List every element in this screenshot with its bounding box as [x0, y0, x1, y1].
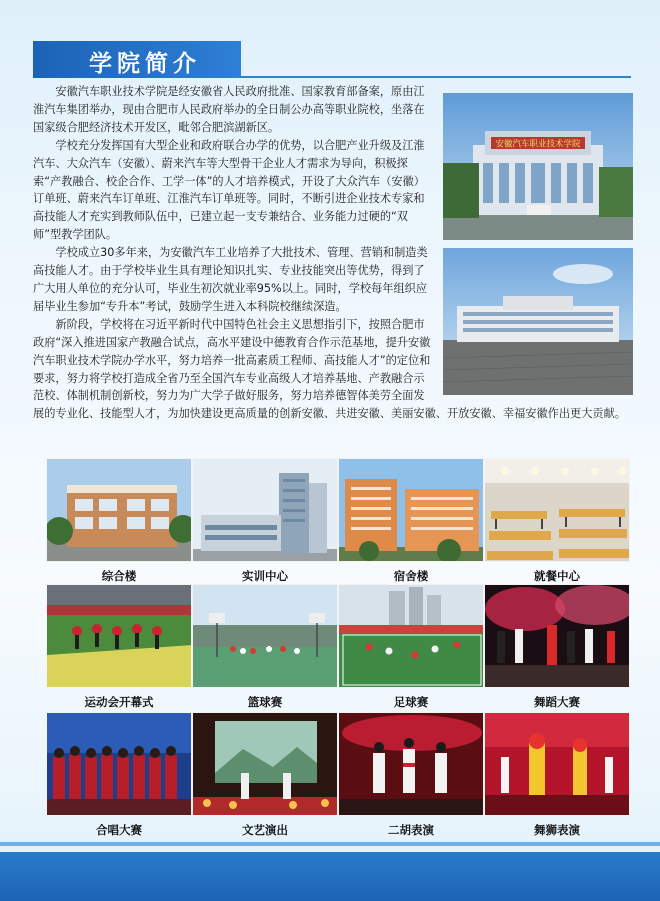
gallery-caption: 综合楼 [101, 569, 137, 583]
gallery-photo [46, 584, 192, 688]
teaching-building-photo [443, 248, 633, 395]
gallery-item [46, 712, 192, 837]
gallery-caption: 足球赛 [393, 695, 429, 709]
gallery-item [46, 584, 192, 709]
page-title: 学院简介 [89, 51, 201, 77]
footer-accent-line [0, 842, 660, 846]
gallery-photo [46, 712, 192, 816]
gallery-item [338, 458, 484, 583]
gallery-photo [338, 458, 484, 562]
gallery-photo [338, 584, 484, 688]
gallery-caption: 运动会开幕式 [84, 695, 154, 709]
gallery-photo [484, 458, 630, 562]
gallery-item [192, 458, 338, 583]
building-sign: 安徽汽车职业技术学院 [495, 139, 581, 150]
gallery-caption: 二胡表演 [388, 823, 434, 837]
gallery-photo [338, 712, 484, 816]
gallery-photo [484, 712, 630, 816]
gallery-caption: 实训中心 [242, 569, 288, 583]
main-gate-photo [443, 93, 633, 240]
gallery-item [484, 712, 630, 837]
gallery-photo [192, 458, 338, 562]
intro-paragraph-4: 新阶段，学校将在习近平新时代中国特色社会主义思想指引下，按照合肥市政府“深入推进国家产教融合试点，高水平建设中德教育合作示范基地，提升安徽汽车职业技术学院办学水平，努力培养一批高素质工程师、高技能人才”的定位和要求，努力将学校打造成全省乃至全国汽车专业高级人才培养基地、产教融合示范校、体制机制创新校，努力为广大学子做好服务，努力培养德智体美劳全面发展的专业化、技能型人才，为加快建设更高质量的创新安徽、共进安徽、美丽安徽、开放安徽、幸福安徽作出更大贡献。 [33, 317, 626, 421]
gallery-item [338, 584, 484, 709]
gallery-caption: 宿舍楼 [393, 569, 429, 583]
intro-text [33, 83, 633, 423]
gallery-photo [484, 584, 630, 688]
gallery-caption: 文艺演出 [242, 823, 288, 837]
section-title-bar [33, 41, 241, 78]
gallery-photo [192, 584, 338, 688]
title-underline [241, 76, 631, 78]
campus-photos [443, 93, 633, 395]
footer-band [0, 852, 660, 901]
intro-paragraph-2: 学校充分发挥国有大型企业和政府联合办学的优势，以合肥产业升级及江淮汽车、大众汽车（安徽）、蔚来汽车等大型骨干企业人才需求为导向，积极探索“产教融合、校企合作、工学一体”的人才培养模式，开设了大众汽车（安徽）订单班、蔚来汽车订单班、江淮汽车订单班等。同时，不断引进企业技术专家和高技能人才充实到教师队伍中，已建立起一支专兼结合、业务能力过硬的“双师”型教学团队。 [33, 138, 425, 242]
gallery-item [192, 584, 338, 709]
gallery-caption: 合唱大赛 [96, 823, 142, 837]
intro-paragraph-1: 安徽汽车职业技术学院是经安徽省人民政府批准、国家教育部备案，原由江淮汽车集团举办，现由合肥市人民政府举办的全日制公办高等职业院校，坐落在国家级合肥经济技术开发区，毗邻合肥滨湖新区。 [33, 85, 425, 134]
gallery-item [484, 584, 630, 709]
gallery-photo [192, 712, 338, 816]
gallery-caption: 就餐中心 [534, 569, 580, 583]
gallery-caption: 舞狮表演 [534, 823, 580, 837]
gallery-item [192, 712, 338, 837]
gallery-item [484, 458, 630, 583]
intro-paragraph-3: 学校成立30多年来，为安徽汽车工业培养了大批技术、管理、营销和制造类高技能人才。由于学校毕业生具有理论知识扎实、专业技能突出等优势，得到了广大用人单位的充分认可，毕业生初次就业率95%以上。同时，学校每年组织应届毕业生参加“专升本”考试，鼓励学生进入本科院校继续深造。 [33, 246, 428, 313]
gallery-caption: 舞蹈大赛 [534, 695, 580, 709]
gallery-item [46, 458, 192, 583]
gallery-photo [46, 458, 192, 562]
gallery-item [338, 712, 484, 837]
gallery-caption: 篮球赛 [247, 695, 283, 709]
